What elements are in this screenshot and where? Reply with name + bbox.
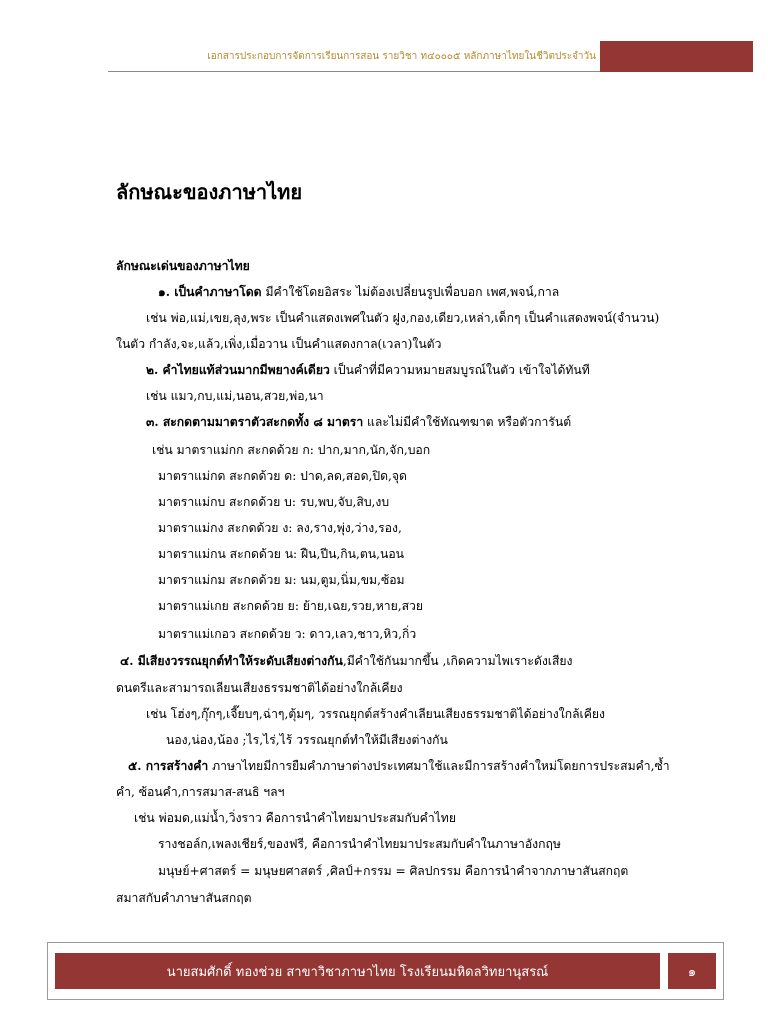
point-5 (128, 758, 670, 774)
point-5-text: ภาษาไทยมีการยืมคำภาษาต่างประเทศมาใช้และมีการสร้างคำใหม่โดยการประสมคำ,ซ้ำ (208, 759, 670, 773)
point-4-line-4: นอง,น่อง,น้อง ;ไร,ไร่,ไร้ วรรณยุกต์ทำให้มีเสียงต่างกัน (166, 733, 448, 747)
point-2-heading: ๒. คำไทยแท้ส่วนมากมีพยางค์เดียว (146, 363, 330, 377)
page-header (108, 41, 753, 73)
list-item: มาตราแม่กบ สะกดด้วย บ: รบ,พบ,จับ,สิบ,งบ (158, 495, 390, 509)
point-5-line-4: รางชอล์ก,เพลงเชียร์,ของฟรี, คือการนำคำไทยมาประสมกับคำในภาษาอังกฤษ (158, 837, 561, 851)
list-item: มาตราแม่กน สะกดด้วย น: ฝืน,ปีน,กิน,ตน,นอน (158, 547, 404, 561)
list-item: มาตราแม่เกอว สะกดด้วย ว: ดาว,เลว,ชาว,หิว,กิ่ว (158, 627, 417, 641)
point-1 (158, 284, 559, 300)
point-4-line-2: ดนตรีและสามารถเลียนเสียงธรรมชาติได้อย่างใกล้เคียง (116, 681, 403, 695)
point-5-line-5: มนุษย์+ศาสตร์ = มนุษยศาสตร์ ,ศิลป์+กรรม = ศิลปกรรม คือการนำคำจากภาษาสันสกฤต (158, 864, 629, 878)
header-rule (108, 71, 600, 72)
page-number: ๑ (668, 953, 716, 989)
footer-author: นายสมศักดิ์ ทองช่วย สาขาวิชาภาษาไทย โรงเรียนมหิดลวิทยานุสรณ์ (55, 953, 660, 989)
point-4-text: ,มีคำใช้กันมากขึ้น ,เกิดความไพเราะดังเสียง (342, 654, 573, 668)
point-2 (146, 362, 590, 378)
point-3-heading: ๓. สะกดตามมาตราตัวสะกดทั้ง ๘ มาตรา (146, 415, 364, 429)
point-4-heading: ๔. มีเสียงวรรณยุกต์ทำให้ระดับเสียงต่างกัน (120, 654, 343, 668)
point-5-line-2: คำ, ซ้อนคำ,การสมาส-สนธิ ฯลฯ (116, 785, 285, 799)
point-2-text: เป็นคำที่มีความหมายสมบูรณ์ในตัว เข้าใจได้ทันที (329, 363, 590, 377)
point-5-heading: ๕. การสร้างคำ (128, 759, 209, 773)
point-3-text: และไม่มีคำใช้ทัณฑฆาต หรือตัวการันต์ (363, 415, 572, 429)
page-title: ลักษณะของภาษาไทย (116, 180, 303, 204)
point-3 (146, 414, 571, 430)
point-5-line-3: เช่น พ่อมด,แม่น้ำ,วิ่งราว คือการนำคำไทยมาประสมกับคำไทย (134, 811, 456, 825)
point-4-line-3: เช่น โฮ่งๆ,กุ๊กๆ,เจี๊ยบๆ,ฉ่าๆ,ตุ้มๆ, วรรณยุกต์สร้างคำเลียนเสียงธรรมชาติได้อย่างใกล้เคียง (146, 707, 605, 721)
point-1-line-2: เช่น พ่อ,แม่,เขย,ลุง,พระ เป็นคำแสดงเพศในตัว ฝูง,กอง,เดียว,เหล่า,เด็กๆ เป็นคำแสดงพจน์(จำนวน) (146, 311, 660, 325)
point-1-heading: ๑. เป็นคำภาษาโดด (158, 285, 262, 299)
list-item: มาตราแม่กม สะกดด้วย ม: นม,ตูม,นิ่ม,ขม,ซ้อม (158, 573, 405, 587)
point-1-text: มีคำใช้โดยอิสระ ไม่ต้องเปลี่ยนรูปเพื่อบอก เพศ,พจน์,กาล (261, 285, 560, 299)
list-item: มาตราแม่กด สะกดด้วย ด: ปาด,ลด,สอด,ปิด,จุด (158, 469, 407, 483)
point-1-line-3: ในตัว กำลัง,จะ,แล้ว,เพิ่ง,เมื่อวาน เป็นคำแสดงกาล(เวลา)ในตัว (116, 337, 442, 351)
page-footer (47, 942, 724, 1000)
point-2-line-2: เช่น แมว,กบ,แม่,นอน,สวย,พ่อ,นา (146, 389, 324, 403)
point-5-line-6: สมาสกับคำภาษาสันสกฤต (116, 891, 252, 905)
point-4 (120, 653, 573, 669)
header-text: เอกสารประกอบการจัดการเรียนการสอน รายวิชา ท๔๐๐๐๕ หลักภาษาไทยในชีวิตประจำวัน (207, 51, 596, 62)
list-item: เช่น มาตราแม่กก สะกดด้วย ก: ปาก,มาก,นัก,จัก,บอก (152, 443, 431, 457)
section-subtitle: ลักษณะเด่นของภาษาไทย (116, 259, 250, 273)
header-accent-block (600, 41, 753, 72)
list-item: มาตราแม่เกย สะกดด้วย ย: ย้าย,เฉย,รวย,หาย,สวย (158, 599, 424, 613)
list-item: มาตราแม่กง สะกดด้วย ง: ลง,ราง,พุ่ง,ว่าง,รอง, (158, 521, 402, 535)
